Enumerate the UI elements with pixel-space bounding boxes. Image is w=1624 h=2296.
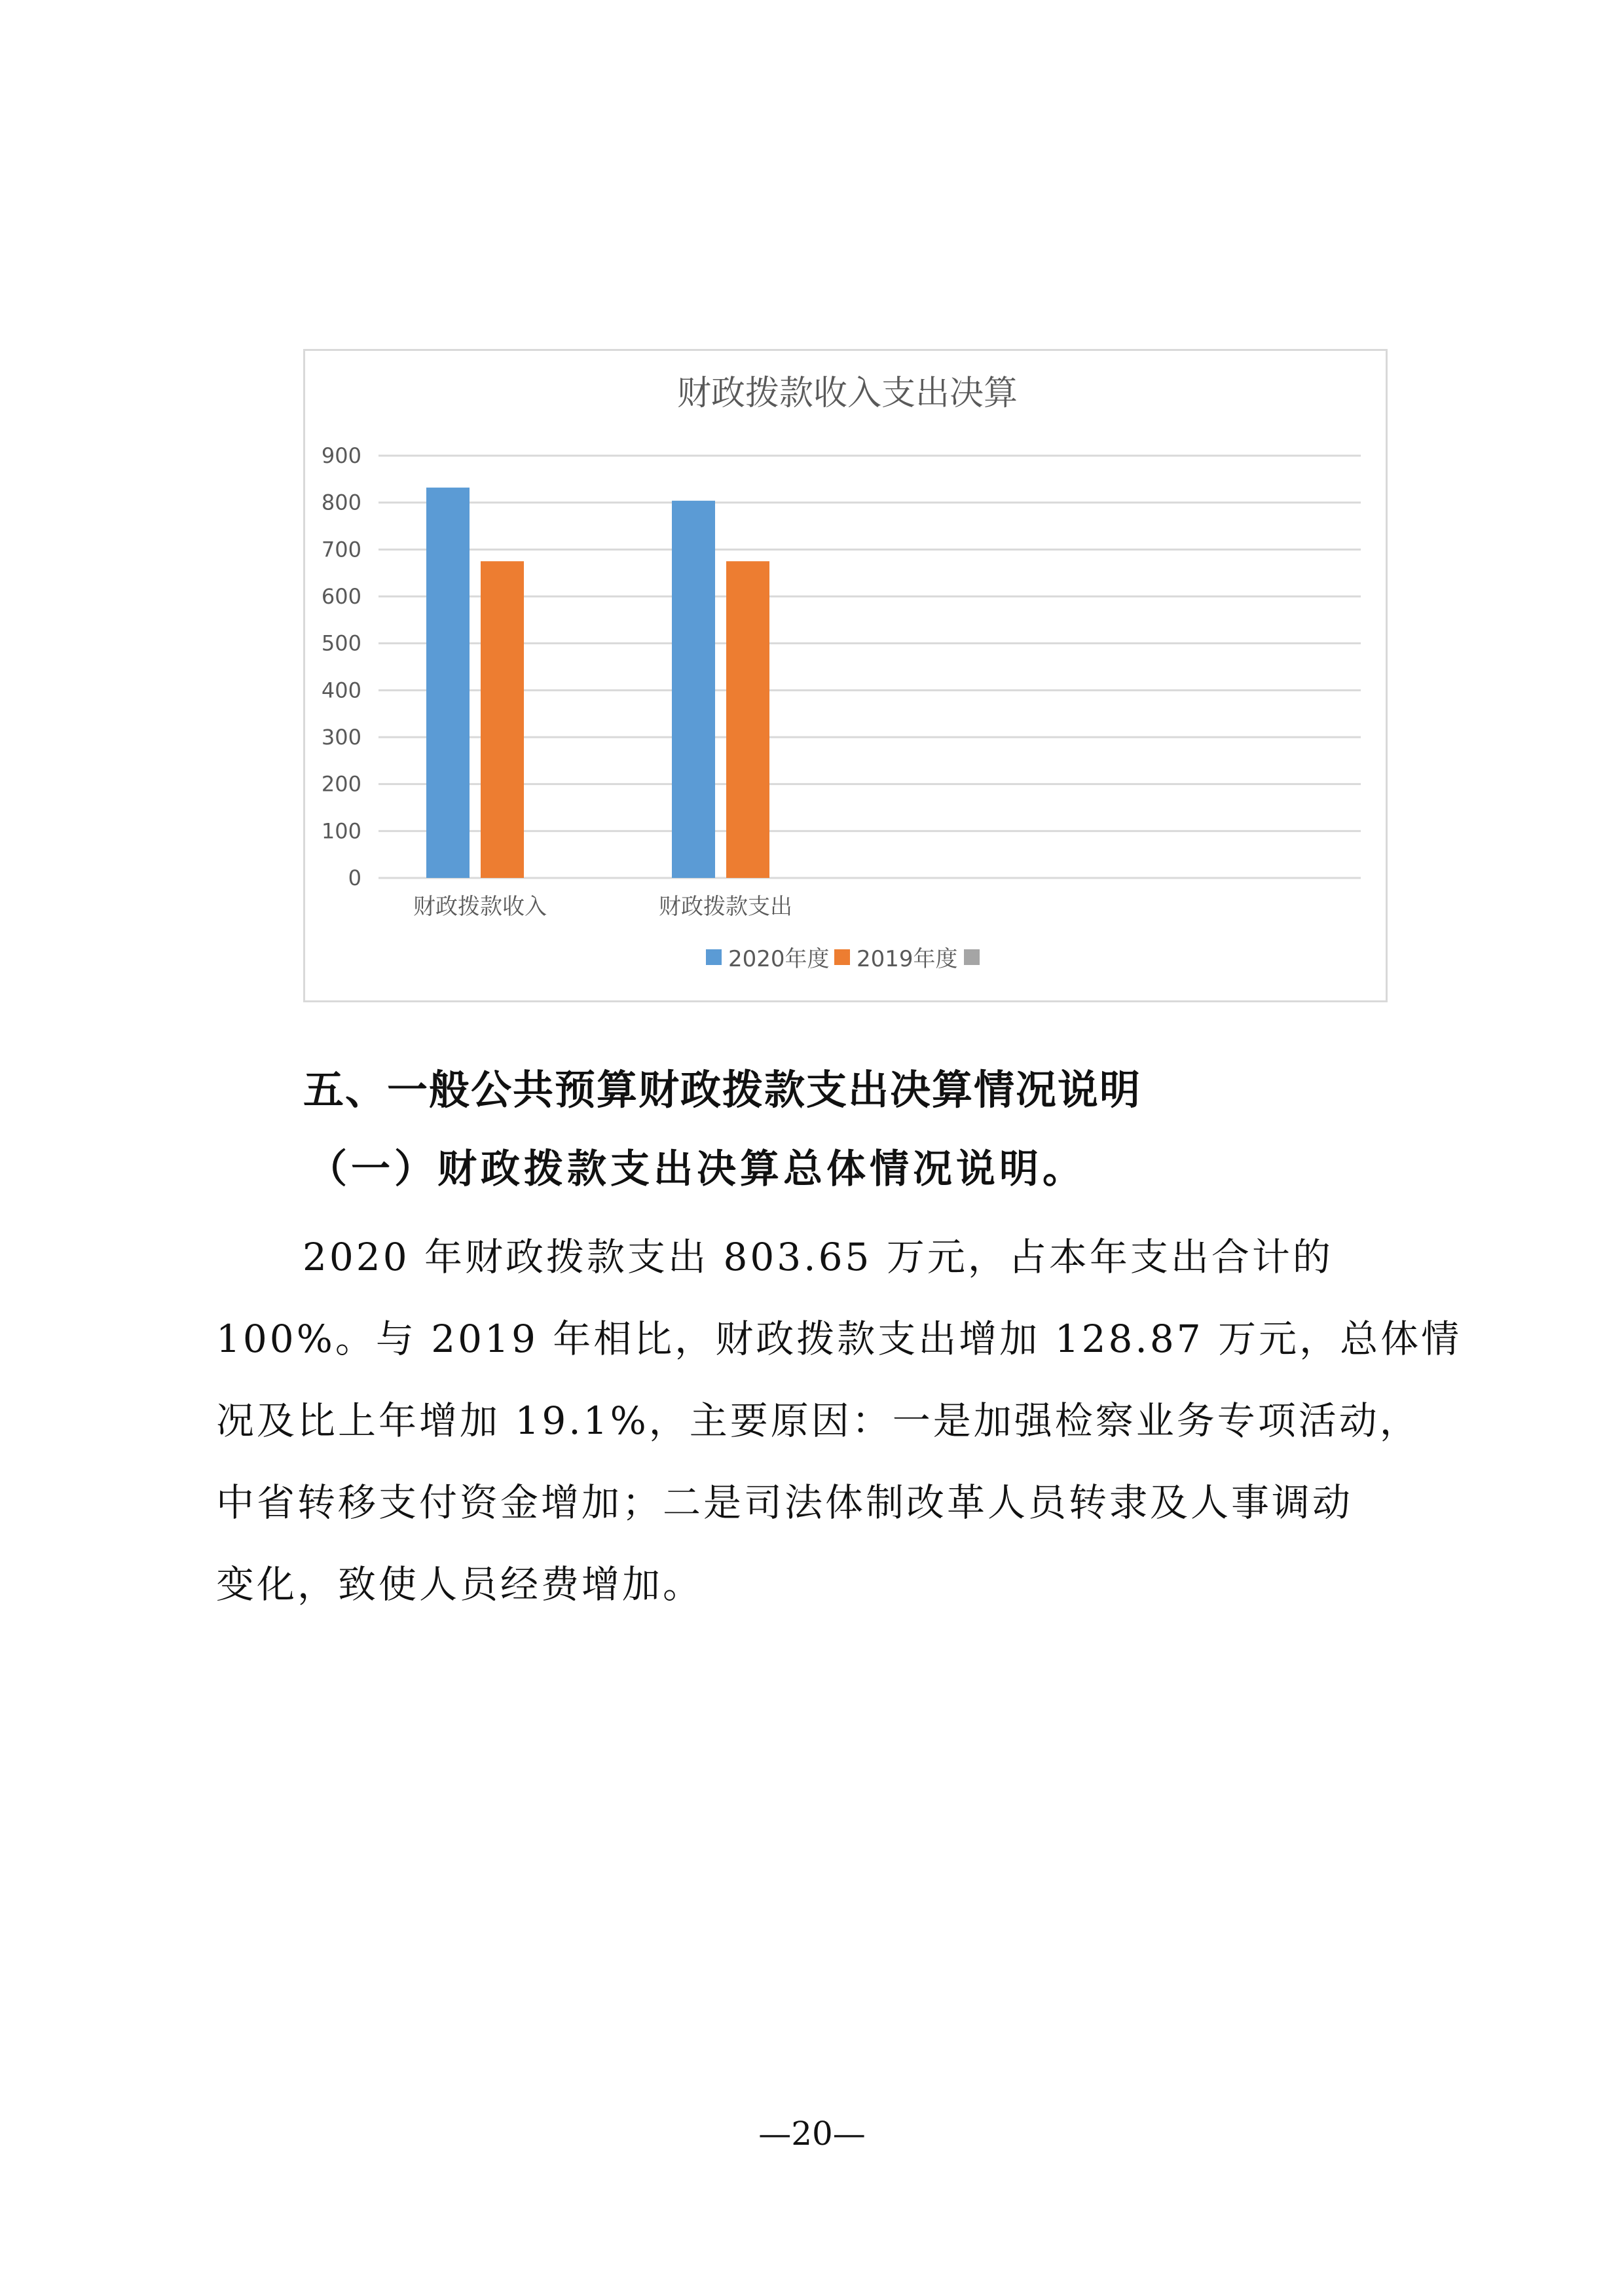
y-tick-label: 300 xyxy=(321,725,361,750)
legend-swatch xyxy=(706,949,722,965)
category-label: 财政拨款收入 xyxy=(413,894,547,920)
y-tick-label: 600 xyxy=(321,584,361,609)
y-tick-label: 700 xyxy=(321,537,361,562)
legend-label: 2020年度 xyxy=(728,946,830,972)
y-tick-label: 400 xyxy=(321,678,361,703)
category-label: 财政拨款支出 xyxy=(659,894,792,920)
y-tick-label: 200 xyxy=(321,771,361,797)
paragraph-line: 中省转移支付资金增加；二是司法体制改革人员转隶及人事调动 xyxy=(216,1480,1354,1525)
bar-2-1 xyxy=(481,561,524,878)
bar-1-2 xyxy=(672,501,715,878)
y-tick-label: 100 xyxy=(321,818,361,844)
bar-chart xyxy=(305,351,1390,1004)
body-paragraph xyxy=(216,1216,1462,1626)
bar-1-1 xyxy=(426,488,470,878)
bar-2-2 xyxy=(726,561,769,878)
y-tick-label: 800 xyxy=(321,490,361,515)
chart-container xyxy=(303,349,1388,1002)
y-tick-label: 900 xyxy=(321,443,361,468)
paragraph-line: 2020 年财政拨款支出 803.65 万元，占本年支出合计的 xyxy=(303,1235,1333,1279)
chart-title: 财政拨款收入支出决算 xyxy=(676,374,1018,413)
paragraph-line: 100%。与 2019 年相比，财政拨款支出增加 128.87 万元，总体情 xyxy=(216,1317,1462,1361)
legend-label: 2019年度 xyxy=(857,946,958,972)
paragraph-line: 变化，致使人员经费增加。 xyxy=(216,1562,704,1607)
subsection-heading: （一）财政拨款支出决算总体情况说明。 xyxy=(308,1146,1086,1192)
y-tick-label: 500 xyxy=(321,630,361,656)
y-tick-label: 0 xyxy=(348,866,361,890)
paragraph-line: 况及比上年增加 19.1%，主要原因：一是加强检察业务专项活动， xyxy=(216,1398,1420,1443)
page-number: —20— xyxy=(758,2115,866,2153)
legend-swatch xyxy=(964,949,980,965)
legend-swatch xyxy=(834,949,850,965)
section-heading: 五、一般公共预算财政拨款支出决算情况说明 xyxy=(303,1066,1142,1114)
